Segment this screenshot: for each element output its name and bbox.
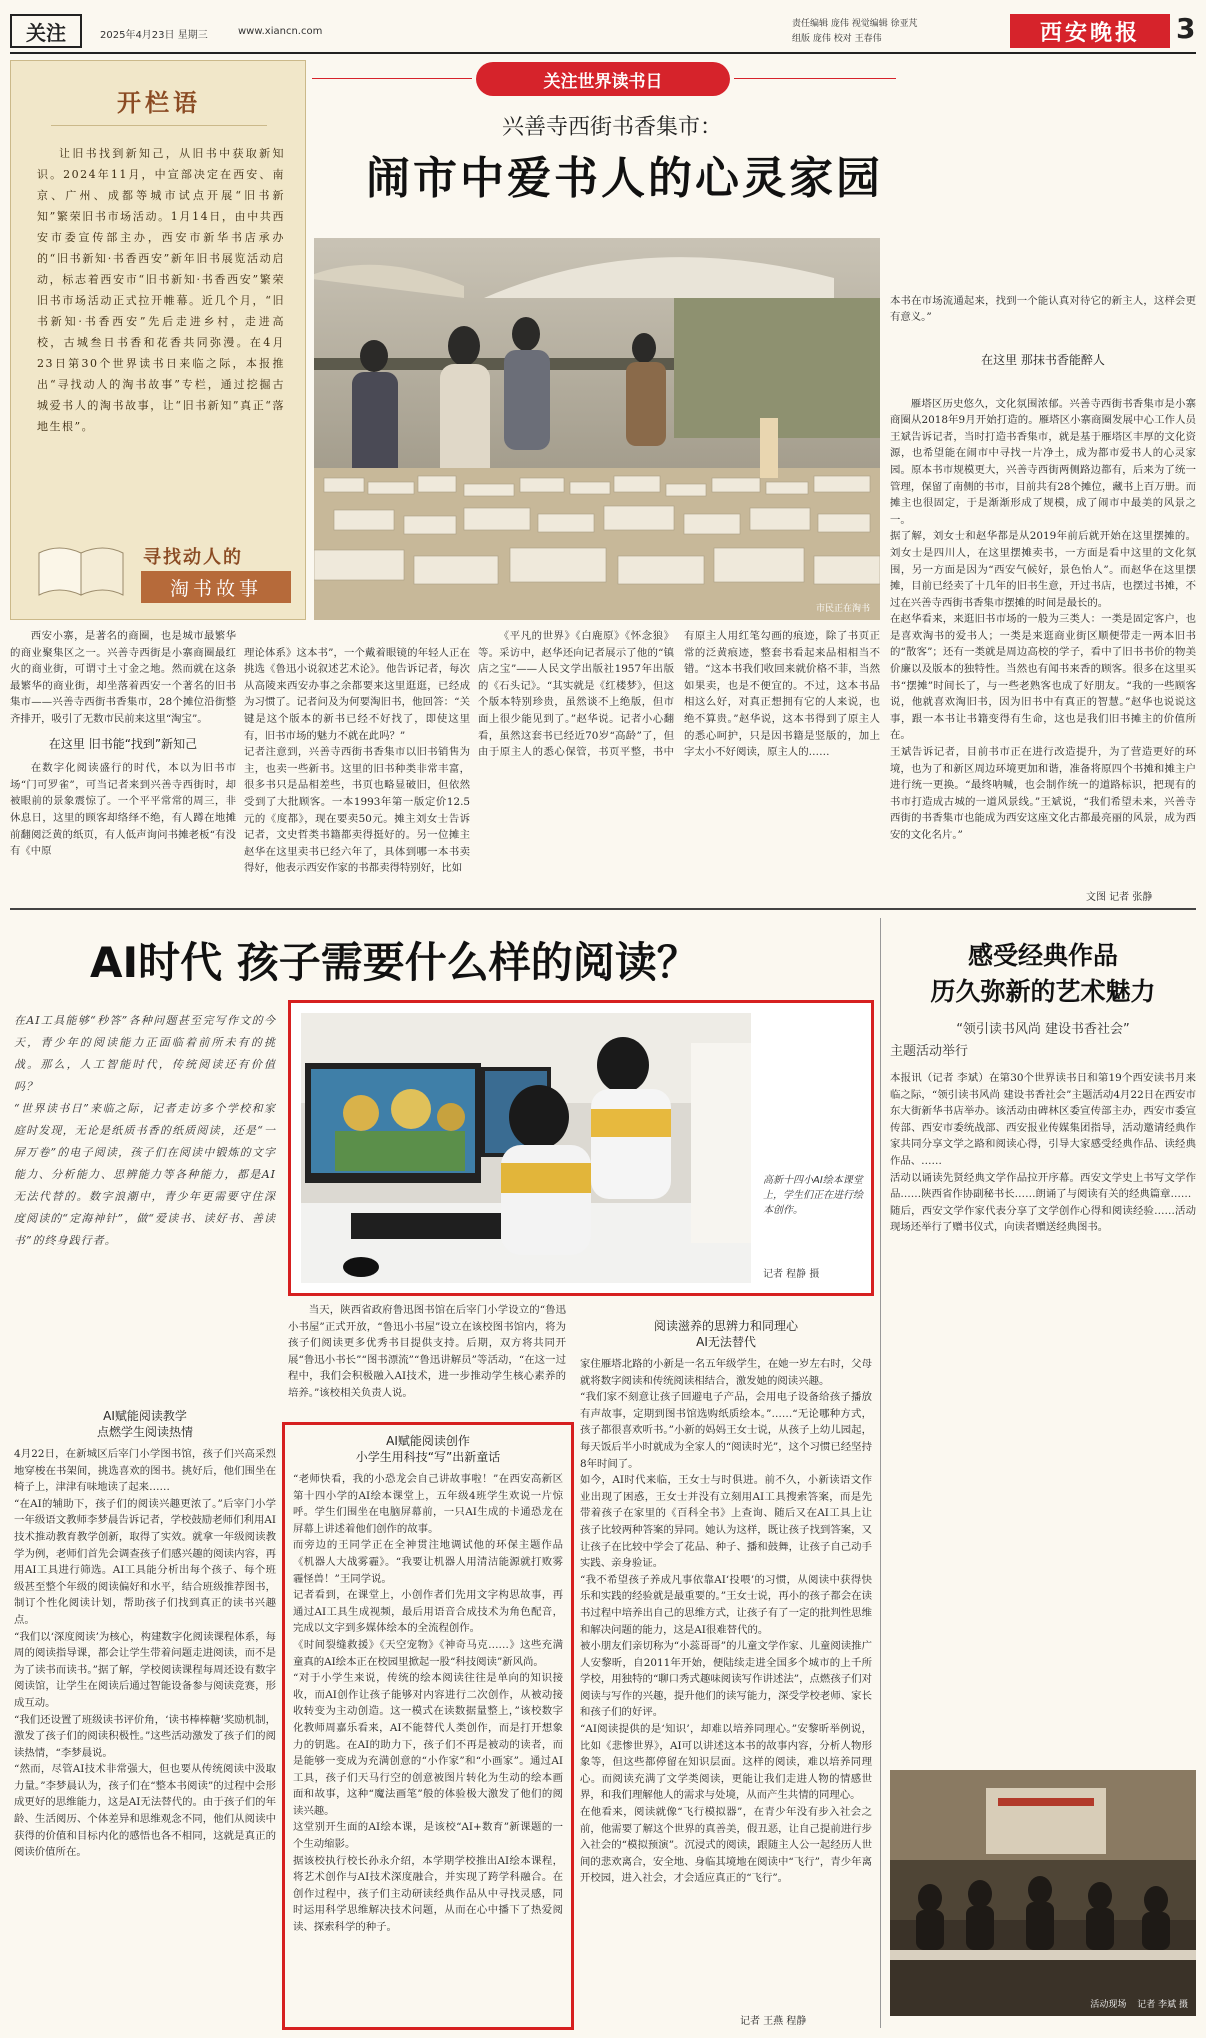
story1-col1-text: 在数字化阅读盛行的时代，本以为旧书市场“门可罗雀”，可当记者来到兴善寺西街时，却被眼前的景象震惊了。一个平平常常的周三，非休息日，这里的顾客却络绎不绝，有人蹲在地摊前翻阅泛黄的纸页，有人低声询问书摊老板“有没有《中原 [10, 762, 236, 858]
event-photo-byline: 记者 李斌 摄 [1137, 2000, 1188, 2010]
story1-col4-top: 本书在市场流通起来，找到一个能认真对待它的新主人，这样会更有意义。” [890, 294, 1196, 324]
event-scene [890, 1770, 1196, 2016]
opening-column [10, 60, 306, 620]
topic-banner-text: 关注世界读书日 [543, 71, 663, 92]
section-divider [10, 908, 1196, 910]
opening-column-text: 让旧书找到新知己，从旧书中获取新知识。2024年11月，中宣部决定在西安、南京、广州、成都等城市试点开展“旧书新知”繁荣旧书市场活动。1月14日，由中共西安市委宣传部主办，西安市新华书店承办的“旧书新知·书香西安”新年旧书展览活动启动，标志着西安市“旧书新知·书香西安”繁荣旧书市场活动正式拉开帷幕。近几个月，“旧书新知·书香西安”先后走进乡村，走进高校，古城叁日书香和花香共同弥漫。在4月23日第30个世界读书日来临之际，本报推出“寻找动人的淘书故事”专栏，通过挖掘古城爱书人的淘书故事，让“旧书新知”真正“落地生根”。 [37, 147, 285, 433]
story3-headline-2: 历久弥新的艺术魅力 [930, 977, 1156, 1006]
paper-logo [1010, 14, 1170, 48]
ai-classroom-photo-frame [288, 1000, 874, 1296]
story3-subhead-2: 主题活动举行 [890, 1044, 969, 1059]
book-market-photo [314, 238, 880, 620]
opening-column-title: 开栏语 [117, 88, 201, 117]
column-divider [880, 918, 881, 2028]
section-name: 关注 [26, 20, 66, 45]
story1-col1 [10, 628, 236, 886]
banner-rule-right [734, 78, 896, 79]
banner-rule-left [312, 78, 472, 79]
story1-col3-text: 《平凡的世界》《白鹿原》《怀念狼》等。采访中，赵华还向记者展示了他的“镇店之宝”——人民文学出版社1957年出版的《石头记》。“其实就是《红楼梦》，但这个版本特别珍贵，虽然谈不上绝版，但市面上很少能见到了。”赵华说。记者小心翻看，虽然这套书已经近70岁“高龄”了，但由于原主人的悉心保管，书页平整，书中有原主人用红笔勾画的痕迹，除了书页正常的泛黄痕迹，整套书看起来品相相当不错。“这本书我们收回来就价格不菲，当然如果卖，也是不便宜的。不过，这本书品相这么好，对真正想拥有它的人来说，也绝不算贵。”赵华说，这本书得到了原主人的悉心呵护，只是因书籍是竖版的，加上字太小不好阅读，原主人的…… [478, 630, 880, 759]
opening-column-rule [51, 125, 267, 126]
editors-line-2: 组版 庞伟 校对 王春伟 [792, 34, 882, 44]
story1-col4 [890, 276, 1196, 886]
story2-left-subhead: AI赋能阅读教学 点燃学生阅读热情 [96, 1409, 193, 1439]
column-tag-line-2: 淘书故事 [169, 577, 262, 600]
paper-name: 西安晚报 [1039, 19, 1140, 46]
ai-classroom-photo [301, 1013, 751, 1283]
story2-right-text: 家住雁塔北路的小新是一名五年级学生，在她一岁左右时，父母就将数字阅读和传统阅读相结合，激发她的阅读兴趣。 “我们家不刻意让孩子回避电子产品，会用电子设备给孩子播放有声故事，定期到图书馆选购纸质绘本。”……“无论哪种方式，孩子都很喜欢听书。”小新的妈妈王女士说，从孩子上幼儿园起，每天饭后半小时就成为全家人的“阅读时光”，这个习惯已经坚持8年时间了。 如今，AI时代来临，王女士与时俱进。前不久，小新读语文作业出现了困惑，王女士并没有立刻用AI工具搜索答案，而是先带着孩子在家里的《百科全书》上查询、随后又在AI工具上让孩子比较两种答案的异同。她认为这样，既让孩子找到答案，又让孩子在比较中学会了花品、种子、播和鼓舞，让孩子自己动手实践、亲身验证。 “我不希望孩子养成凡事依靠AI‘投喂’的习惯，从阅读中获得快乐和实践的经验就是最重要的。”王女士说，再小的孩子都会在读书过程中培养出自己的思维方式，让孩子有了一定的批判性思维和解决问题的能力，这是AI很难替代的。 被小朋友们亲切称为“小蕊哥哥”的儿童文学作家、儿童阅读推广人安黎昕，自2011年开始，便陆续走进全国多个城市的上千所学校，用独特的“聊口秀式趣味阅读写作讲述法”，点燃孩子们对阅读与写作的兴趣，提升他们的读写能力，深受学校老师、家长和孩子们的好评。 “AI阅读提供的是‘知识’，却难以培养同理心。”安黎昕举例说，比如《悲惨世界》，AI可以讲述这本书的故事内容，分析人物形象等，但这些都停留在知识层面。这样的阅读，难以培养同理心。而阅读充满了文学类阅读，更能让我们走进人物的情感世界，和我们理解他人的需求与处境，从而产生共情的同理心。 在他看来，阅读就像“飞行模拟器”，在青少年没有步入社会之前，他需要了解这个世界的真善美，假丑恶，让自己提前进行步入社会的“模拟预演”。沉浸式的阅读，跟随主人公一起经历人世间的悲欢离合，安全地、身临其境地在阅读中“飞行”，青少年离开校园，进入社会，才会适应真正的“飞行”。 [580, 1358, 872, 1885]
story2-headline: AI时代 孩子需要什么样的阅读？ [90, 938, 699, 987]
open-book-icon [35, 539, 127, 599]
story1-col4-text: 雁塔区历史悠久，文化氛围浓郁。兴善寺西街书香集市是小寨商圈从2018年9月开始打造的。雁塔区小寨商圈发展中心工作人员王斌告诉记者，当时打造书香集市，就是基于雁塔区丰厚的文化资源，也希望能在闹市中寻找一片净土，成为都市爱书人的心灵家园。原本书市规模更大，兴善寺西街两侧路边都有，后来为了统一管理，保留了南侧的书市，目前共有28个摊位，藏书上百万册。而摊主也很固定，于是渐渐形成了规模，成了闹市中最美的风景之一。 据了解，刘女士和赵华都是从2019年前后就开始在这里摆摊的。刘女士是四川人，在这里摆摊卖书，一方面是看中这里的文化氛围，另一方面是因为“西安气候好，景色怡人”。而赵华在这里摆摊，目前已经卖了十几年的旧书生意，开过书店，也摆过书摊，不过在兴善寺西街书香集市摆摊的时间是最长的。 在赵华看来，来逛旧书市场的一般为三类人：一类是固定客户，也是喜欢淘书的爱书人；一类是来逛商业街区顺便带走一两本旧书的“散客”；还有一类就是周边高校的学子，看中了旧书书价的物美价廉以及版本的独特性。当然也有闻书来香的顾客。很多在这里买书“摆摊”时间长了，与一些老熟客也成了好朋友。“我的一些顾客说，他就喜欢淘旧书，因为旧书中有真正的智慧。”赵华也说说这事，跟一本书让书籍变得有生命，这也是我们旧书摊主的价值所在。 王斌告诉记者，目前书市正在进行改造提升，为了营造更好的环境，也为了和新区周边环境更加和谐，准备将原四个书摊和摊主户进行统一更换。“最终呐喊，也会制作统一的道路标识，把现有的书市打造成古城的一道风景线。”王斌说，“我们希望未来，兴善寺西街的书香集市也能成为西安这座文化古都最亮丽的风景，成为西安的文化名片。” [890, 397, 1196, 841]
editors-line-1: 责任编辑 庞伟 视觉编辑 徐亚芃 [792, 19, 918, 29]
classroom-scene [301, 1013, 751, 1283]
story1-col1-subhead: 在这里 旧书能“找到”新知己 [48, 736, 198, 751]
story3-subhead: “领引读书风尚 建设书香社会” [956, 1022, 1130, 1037]
story1-col3 [478, 628, 880, 886]
story1-byline: 文图 记者 张静 [1086, 892, 1153, 903]
story1-col4-subhead: 在这里 那抹书香能醉人 [981, 353, 1105, 368]
section-label [10, 14, 82, 48]
story3-headline-1: 感受经典作品 [967, 941, 1118, 970]
story2-mid-text: “老师快看，我的小恐龙会自己讲故事啦！”在西安高新区第十四小学的AI绘本课堂上，五年级4班学生欢说一片惊呼。学生们围坐在电脑屏幕前，一只AI生成的卡通恐龙在屏幕上讲述着他们创作的故事。 而旁边的王同学正在全神贯注地调试他的环保主题作品《机器人大战雾霾》。“我要让机器人用清洁能源就打败雾霾怪兽！”王同学说。 记者看到，在课堂上，小创作者们先用文字构思故事，再通过AI工具生成视频，最后用语音合成技术为角色配音，完成以文字到多媒体绘本的全流程创作。 《时间裂缝救援》《天空宠物》《神奇马克……》这些充满童真的AI绘本正在校园里掀起一股“科技阅读”新风尚。 “对于小学生来说，传统的绘本阅读往往是单向的知识接收，而AI创作让孩子能够对内容进行二次创作，从被动接收转变为主动创造。这一模式在读数据量整上，”该校数字化教师周嘉乐看来，AI不能替代人类创作，而是打开想象力的钥匙。在AI的助力下，孩子们不再是被动的读者，而是能够一变成为充满创意的“小作家”和“小画家”。通过AI工具，孩子们天马行空的创意被图片转化为生动的绘本画面和故事，这种“魔法画笔”般的体验极大激发了他们的阅读兴趣。 这堂别开生面的AI绘本课，是该校“AI+数育”新课题的一个生动缩影。 据该校执行校长孙永介绍，本学期学校推出AI绘本课程，将艺术创作与AI技术深度融合，并实现了跨学科融合。在创作过程中，孩子们主动研读经典作品从中寻找灵感，同时运用科学思维解决技术问题，从而在心中播下了热爱阅读、探索科学的种子。 [293, 1473, 563, 1934]
event-photo [890, 1770, 1196, 2016]
masthead-rule [10, 52, 1196, 54]
story2-byline: 记者 王燕 程静 [740, 2016, 807, 2027]
date-line: 2025年4月23日 星期三 [100, 30, 208, 41]
website: www.xiancn.com [238, 26, 323, 37]
book-illustration [35, 539, 127, 599]
event-photo-caption-text: 活动现场 [1090, 2000, 1127, 2010]
column-tag-line-1: 寻找动人的 [143, 547, 243, 568]
event-photo-caption [1090, 1997, 1188, 2010]
story2-left-text: 4月22日，在新城区后宰门小学图书馆，孩子们兴高采烈地穿梭在书架间，挑选喜欢的图书。挑好后，他们围坐在椅子上，津津有味地读了起来…… “在AI的辅助下，孩子们的阅读兴趣更浓了。”后宰门小学一年级语文教师李梦晨告诉记者，学校鼓励老师们利用AI技术推动教育教学创新，取得了实效。就拿一年级阅读教学为例，老师们首先会调查孩子们感兴趣的阅读内容，再用AI工具进行筛选。AI工具能分析出每个孩子、每个班级甚至整个年级的阅读偏好和水平，结合班级推荐图书，制订个性化阅读计划，帮助孩子们找到真正的读书兴趣点。 “我们以‘深度阅读’为核心，构建数字化阅读课程体系，每周的阅读指导课，都会让学生带着问题走进阅读，而不是为了读书而读书。”据了解，学校阅读课程每周还设有数字阅读馆，让学生在阅读后通过智能设备参与阅读竞赛，形成互动。 “我们还设置了班级读书评价角，‘读书棒棒糖’奖励机制，激发了孩子们的阅读积极性。”这些活动激发了孩子们的阅读热情，“李梦晨说。 “然而，尽管AI技术非常强大，但也要从传统阅读中汲取力量。”李梦晨认为，孩子们在“整本书阅读”的过程中会形成更好的思维能力，这是AI无法替代的。由于孩子们的年龄、生活阅历、个体差异和思维观念不同，他们从阅读中获得的价值和目标内化的感悟也各不相同，这就是真正的阅读价值所在。 [14, 1448, 276, 1859]
book-market-scene [314, 238, 880, 620]
story2-mid-top: 当天，陕西省政府鲁迅图书馆在后宰门小学设立的“鲁迅小书屋”正式开放，“鲁迅小书屋”设立在该校图书馆内，将为孩子们阅读更多优秀书目提供支持。后期，双方将共同开展“鲁迅小书长”“图书漂流”“鲁迅讲解员”等活动，“在这一过程中，我们会积极融入AI技术，进一步推动学生核心素养的培养。”该校相关负责人说。 [288, 1304, 566, 1399]
story2-right-subhead: 阅读滋养的思辨力和同理心 AI无法替代 [653, 1319, 798, 1349]
ai-classroom-photo-byline: 记者 程静 摄 [763, 1269, 820, 1280]
story3-text: 本报讯（记者 李斌）在第30个世界读书日和第19个西安读书月来临之际，“领引读书风尚 建设书香社会”主题活动4月22日在西安市东大街新华书店举办。该活动由碑林区委宣传部主办，西安市委宣传部、西安市委统战部、西安报业传媒集团指导，活动邀请经典作家共同分享文学之路和阅读心得，引导大家感受经典作品、读经典作品、…… 活动以诵读先贤经典文学作品拉开序幕。西安文学史上书写文学作品……陕西省作协副秘书长……朗诵了与阅读有关的经典篇章…… 随后，西安文学作家代表分享了文学创作心得和阅读经验……活动现场还举行了赠书仪式，向读者赠送经典图书。 [890, 1072, 1196, 1234]
story1-col2-text: 理论体系》这本书”，一个戴着眼镜的年轻人正在挑选《鲁迅小说叙述艺术论》。他告诉记者，每次从高陵来西安办事之余都要来这里逛逛，已经成为习惯了。记者问及为何要淘旧书，他回答：“关键是这个版本的新书已经不好找了，即使这里有，旧书市场的魅力不就在此吗？” 记者注意到，兴善寺西街书香集市以旧书销售为主，也卖一些新书。这里的旧书种类非常丰富，很多书只是品相差些，书页也略显破旧，但依然受到了大批顾客。一本1993年第一版定价12.5元的《度都》，现在要卖50元。摊主刘女士告诉记者，文史哲类书籍都卖得挺好的。另一位摊主赵华在这里卖书已经六年了，具体到哪一本书卖得好，他表示西安作家的书都卖得特别好，比如 [244, 646, 470, 875]
story2-mid-subhead: AI赋能阅读创作 小学生用科技“写”出新童话 [355, 1434, 501, 1464]
masthead [0, 0, 1206, 54]
ai-classroom-photo-caption: 高新十四小AI绘本课堂上，学生们正在进行绘本创作。 [763, 1175, 863, 1216]
ai-creation-box [282, 1422, 574, 2030]
story1-col1-lead: 西安小寨，是著名的商圈，也是城市最繁华的商业聚集区之一。兴善寺西街是小寨商圈最红火的商业街，可谓寸土寸金之地。然而就在这条最繁华的商业街，却坐落着西安一个著名的旧书集市——兴善寺西街书香集市，28个摊位沿街整齐排开，吸引了无数市民前来这里“淘宝”。 [10, 630, 236, 725]
topic-banner [476, 62, 730, 96]
story1-kicker: 兴善寺西街书香集市： [502, 115, 723, 140]
column-tag-box [141, 571, 291, 603]
story2-intro: 在AI工具能够“秒答”各种问题甚至完写作文的今天，青少年的阅读能力正面临着前所未有的挑战。那么，人工智能时代，传统阅读还有价值吗？ “世界读书日”来临之际，记者走访多个学校和家庭时发现，无论是纸质书香的纸质阅读，还是“一屏万卷”的电子阅读，孩子们在阅读中锻炼的文字能力、分析能力、思辨能力等各种能力，都是AI无法代替的。数字浪潮中，青少年更需要守住深度阅读的“定海神针”，做“爱读书、读好书、善读书”的终身践行者。 [14, 1014, 276, 1247]
story1-col2 [244, 628, 470, 886]
story1-headline: 闹市中爱书人的心灵家园 [366, 153, 883, 204]
book-market-photo-caption: 市民正在淘书 [815, 604, 870, 614]
page-number: 3 [1176, 12, 1196, 45]
